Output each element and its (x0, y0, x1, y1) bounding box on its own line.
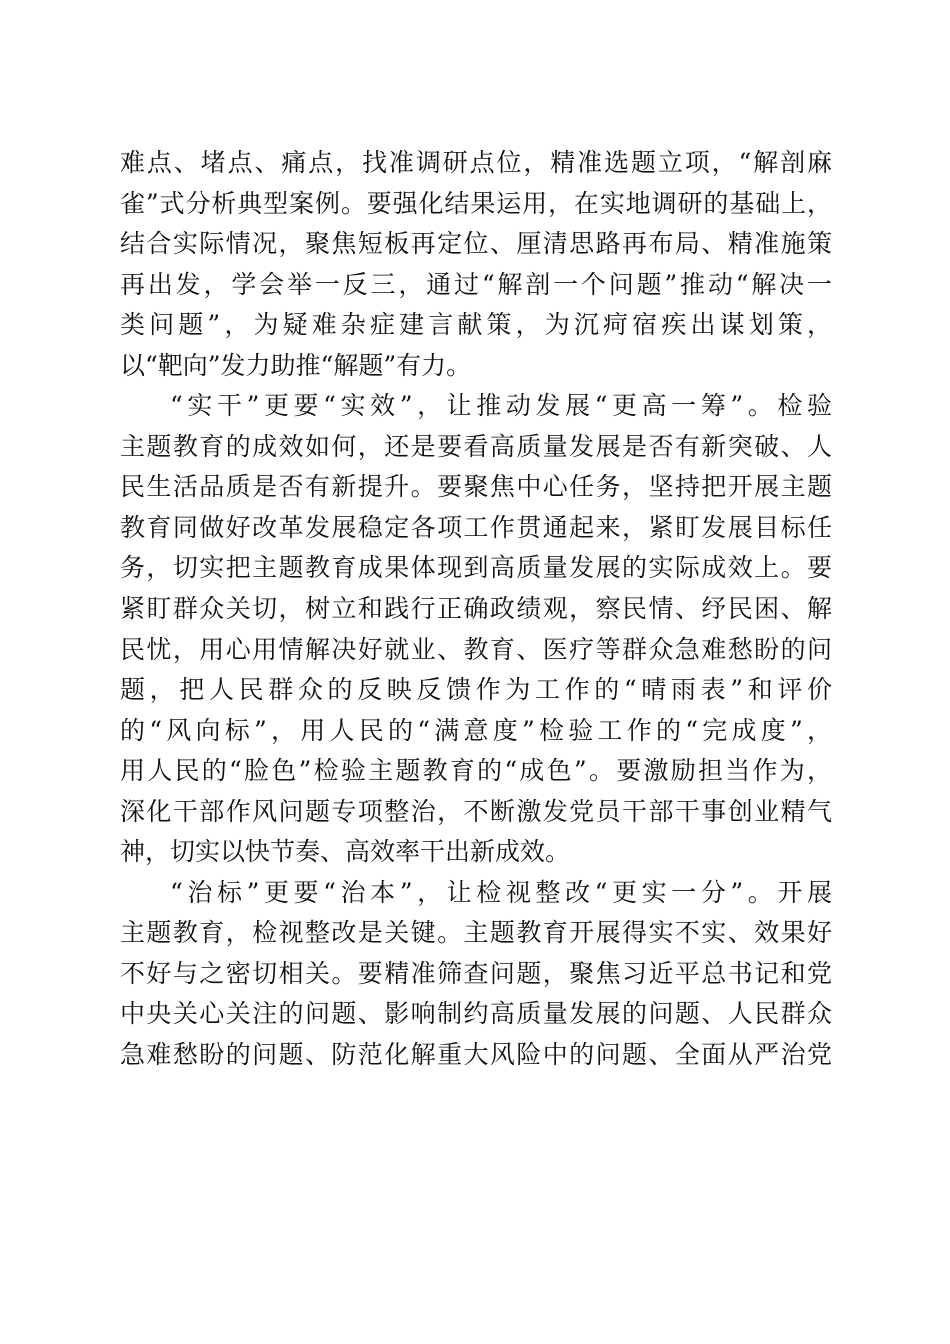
text-line: 用人民的“脸色”检验主题教育的“成色”。要激励担当作为， (120, 756, 832, 786)
body-text (120, 143, 832, 1076)
text-line: 主题教育的成效如何，还是要看高质量发展是否有新突破、人 (120, 431, 832, 461)
text-line: 神，切实以快节奏、高效率干出新成效。 (120, 837, 571, 867)
text-line: 结合实际情况，聚焦短板再定位、厘清思路再布局、精准施策 (120, 229, 832, 259)
paragraph-first-line: “治标”更要“治本”，让检视整改“更实一分”。开展 (170, 877, 832, 907)
text-line: 中央关心关注的问题、影响制约高质量发展的问题、人民群众 (120, 999, 832, 1029)
text-line: 难点、堵点、痛点，找准调研点位，精准选题立项，“解剖麻 (120, 148, 832, 177)
text-line: 紧盯群众关切，树立和践行正确政绩观，察民情、纾民困、解 (120, 594, 832, 624)
text-line: 雀”式分析典型案例。要强化结果运用，在实地调研的基础上， (120, 188, 832, 218)
text-line: 的“风向标”，用人民的“满意度”检验工作的“完成度”， (120, 715, 832, 745)
text-line: 以“靶向”发力助推“解题”有力。 (120, 350, 472, 380)
text-line: 民生活品质是否有新提升。要聚焦中心任务，坚持把开展主题 (120, 472, 832, 502)
text-line: 深化干部作风问题专项整治，不断激发党员干部干事创业精气 (120, 796, 832, 826)
text-line: 务，切实把主题教育成果体现到高质量发展的实际成效上。要 (120, 553, 832, 583)
paragraph-first-line: “实干”更要“实效”，让推动发展“更高一筹”。检验 (170, 391, 832, 421)
text-line: 教育同做好改革发展稳定各项工作贯通起来，紧盯发展目标任 (120, 512, 832, 542)
text-line: 急难愁盼的问题、防范化解重大风险中的问题、全面从严治党 (120, 1040, 832, 1070)
text-line: 主题教育，检视整改是关键。主题教育开展得实不实、效果好 (120, 918, 832, 948)
text-line: 类问题”，为疑难杂症建言献策，为沉疴宿疾出谋划策， (120, 310, 832, 340)
text-line: 不好与之密切相关。要精准筛查问题，聚焦习近平总书记和党 (120, 958, 832, 988)
text-line: 民忧，用心用情解决好就业、教育、医疗等群众急难愁盼的问 (120, 634, 832, 664)
text-line: 题，把人民群众的反映反馈作为工作的“晴雨表”和评价 (120, 675, 832, 705)
text-line: 再出发，学会举一反三，通过“解剖一个问题”推动“解决一 (120, 269, 832, 299)
